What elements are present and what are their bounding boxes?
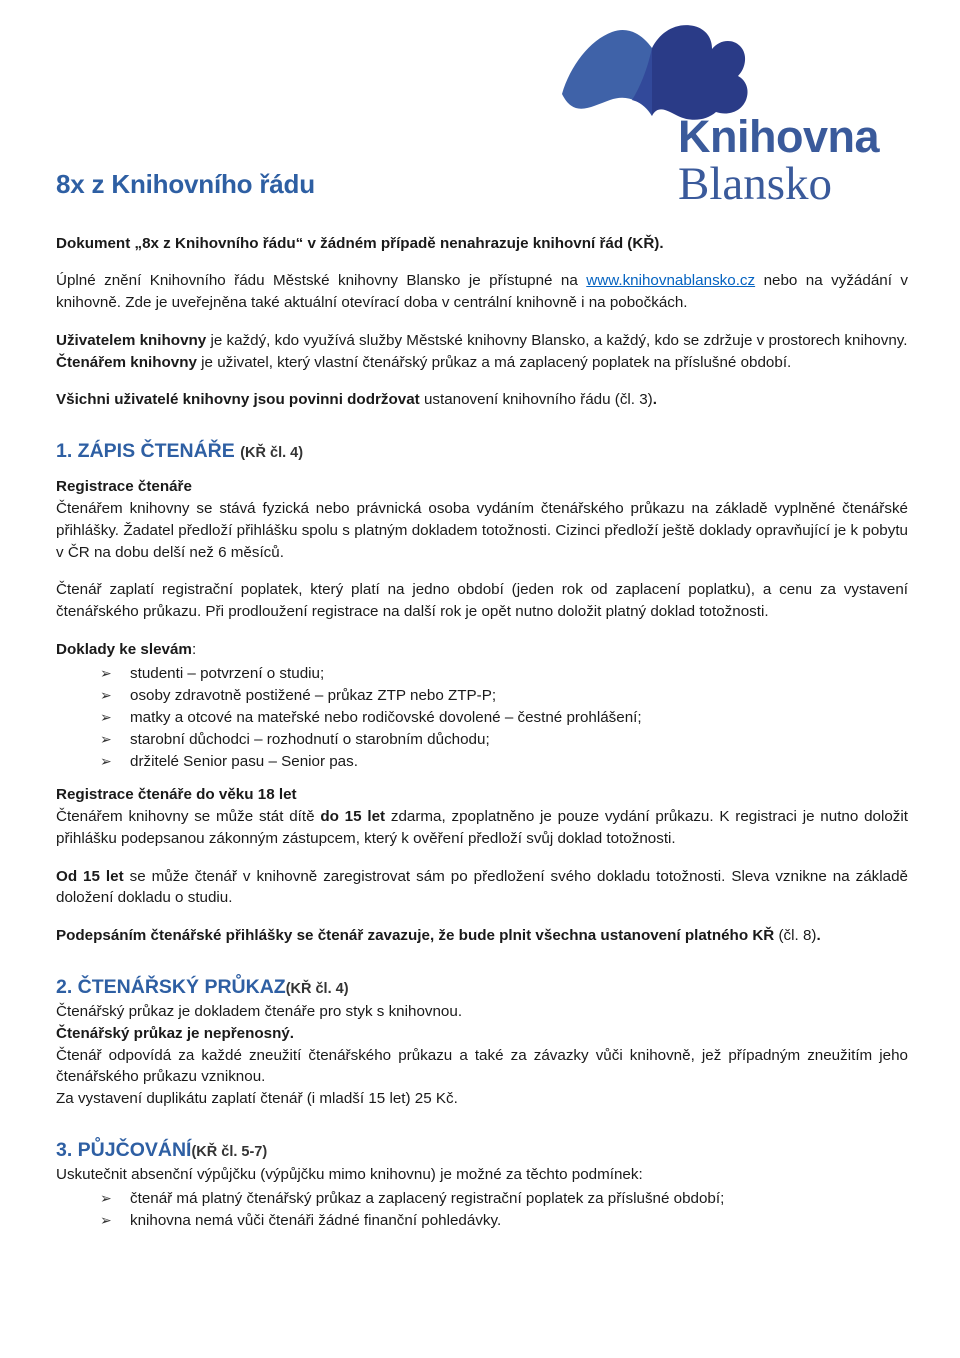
list-item-label: starobní důchodci – rozhodnutí o starobním důchodu; [130,731,490,749]
minors-text-a: Čtenářem knihovny se může stát dítě [56,808,321,826]
section-2-title: 2. ČTENÁŘSKÝ PRŮKAZ [56,975,286,998]
arrow-bullet-icon: ➢ [100,686,112,703]
intro-notice [56,233,908,255]
section-1-title: 1. ZÁPIS ČTENÁŘE [56,440,235,462]
lending-conditions-list [56,1188,908,1232]
from-15-label: Od 15 let [56,867,124,885]
section-3-article-ref: (KŘ čl. 5-7) [191,1143,268,1160]
duty-mid: ustanovení knihovního řádu [419,391,615,409]
intro-reader-definition [56,352,908,374]
minors-text-b: zdarma, zpoplatněno je pouze vydání průkazu. K registraci je nutno doložit přihlášku podepsanou zákonným zástupcem, který k ověření předloží svůj doklad totožnosti. [56,808,908,847]
section-1-paragraph-2: Čtenář zaplatí registrační poplatek, který platí na jedno období (jeden rok od zaplacení poplatku), a cenu za vystavení čtenářského průkazu. Při prodloužení registrace na další rok je opět nutno doložit platný doklad totožnosti. [56,581,908,621]
signature-commitment-bold: Podepsáním čtenářské přihlášky se čtenář zavazuje, že bude plnit všechna ustanovení platného KŘ [56,927,775,945]
section-1-subheading-minors: Registrace čtenáře do věku 18 let [56,786,297,804]
logo-line-knihovna: Knihovna [678,111,880,162]
list-item-label: studenti – potvrzení o studiu; [130,664,325,682]
section-2-nontransferable: Čtenářský průkaz je nepřenosný. [56,1024,295,1042]
user-definition-text: je každý, kdo využívá služby Městské knihovny Blansko, a každý, kdo se zdržuje v prostorech knihovny. [206,331,908,349]
duty-bold: Všichni uživatelé knihovny jsou povinni dodržovat [56,391,420,409]
list-item-label: osoby zdravotně postižené – průkaz ZTP nebo ZTP-P; [130,686,497,704]
list-item [100,685,908,707]
discount-documents-colon: : [191,640,197,658]
availability-after: nebo na vyžádání v knihovně. Zde je uveřejněna také aktuální otevírací doba v centrální knihovně i na pobočkách. [56,272,908,312]
from-15-text: se může čtenář v knihovně zaregistrovat sám po předložení svého dokladu totožnosti. Sleva vznikne na základě doložení dokladu o studiu. [56,867,908,907]
section-1-article-ref: (KŘ čl. 4) [240,445,304,461]
reader-definition-text: je uživatel, který vlastní čtenářský průkaz a má zaplacený poplatek na příslušné období. [196,353,792,371]
section-2-paragraph-3: Čtenář odpovídá za každé zneužití čtenářského průkazu a také za závazky vůči knihovně, jež případným zneužitím jeho čtenářského průkazu vzniknou. [56,1046,908,1086]
section-2-paragraph-1: Čtenářský průkaz je dokladem čtenáře pro styk s knihovnou. [56,1003,463,1021]
page-title: 8x z Knihovního řádu [56,169,315,199]
list-item-label: čtenář má platný čtenářský průkaz a zaplacený registrační poplatek za příslušné období; [130,1190,725,1208]
section-1-paragraph-5 [56,925,908,947]
list-item-label: matky a otcové na mateřské nebo rodičovské dovolené – čestné prohlášení; [130,708,642,726]
reader-term: Čtenářem knihovny [56,353,197,371]
intro-notice-text: Dokument „8x z Knihovního řádu“ v žádném případě nenahrazuje knihovní řád (KŘ). [56,234,664,252]
section-2-article-ref: (KŘ čl. 4) [285,980,349,997]
list-item-label: knihovna nemá vůči čtenáři žádné finanční pohledávky. [130,1212,502,1230]
minors-age-limit: do 15 let [320,808,386,826]
arrow-bullet-icon: ➢ [100,731,112,748]
section-1-paragraph-1: Čtenářem knihovny se stává fyzická nebo právnická osoba vydáním čtenářského průkazu na základě vyplněné čtenářské přihlášky. Žadatel předloží přihlášku spolu s platným dokladem totožnosti. Cizinci předloží ještě doklady opravňující je k pobytu v ČR na dobu delší než 6 měsíců. [56,500,908,561]
section-3-heading [56,1138,908,1162]
intro-user-definition [56,330,908,352]
list-item [100,751,908,773]
section-2-paragraph-4: Za vystavení duplikátu zaplatí čtenář (i mladší 15 let) 25 Kč. [56,1090,458,1108]
list-item [100,1188,908,1210]
section-3-paragraph-1: Uskutečnit absenční výpůjčku (výpůjčku mimo knihovnu) je možné za těchto podmínek: [56,1166,643,1184]
section-3-title: 3. PŮJČOVÁNÍ [56,1138,192,1161]
arrow-bullet-icon: ➢ [100,1190,112,1207]
signature-article-ref: (čl. 8) [774,927,817,945]
section-1-heading [56,439,908,463]
availability-before: Úplné znění Knihovního řádu Městské knihovny Blansko je přístupné na [56,272,587,290]
discount-documents-label: Doklady ke slevám [56,640,192,658]
intro-availability [56,270,908,313]
arrow-bullet-icon: ➢ [100,1212,112,1229]
list-item [100,707,908,729]
duty-end: . [652,391,657,409]
arrow-bullet-icon: ➢ [100,753,112,770]
user-term: Uživatelem knihovny [56,331,207,349]
signature-end: . [816,927,821,945]
discount-documents-list [56,663,908,774]
arrow-bullet-icon: ➢ [100,708,112,725]
list-item [100,1210,908,1232]
logo-line-blansko: Blansko [678,158,833,210]
section-1-paragraph-3 [56,806,908,849]
duty-article-ref: (čl. 3) [614,391,653,409]
intro-duty [56,389,908,411]
list-item [100,663,908,685]
library-website-link[interactable]: www.knihovnablansko.cz [586,272,756,290]
discount-documents-heading [56,639,908,661]
document-body [56,170,908,1232]
section-2-heading [56,975,908,999]
section-1-paragraph-4 [56,866,908,909]
list-item [100,729,908,751]
list-item-label: držitelé Senior pasu – Senior pas. [130,753,358,771]
arrow-bullet-icon: ➢ [100,664,112,681]
section-1-subheading-registration: Registrace čtenáře [56,478,192,496]
